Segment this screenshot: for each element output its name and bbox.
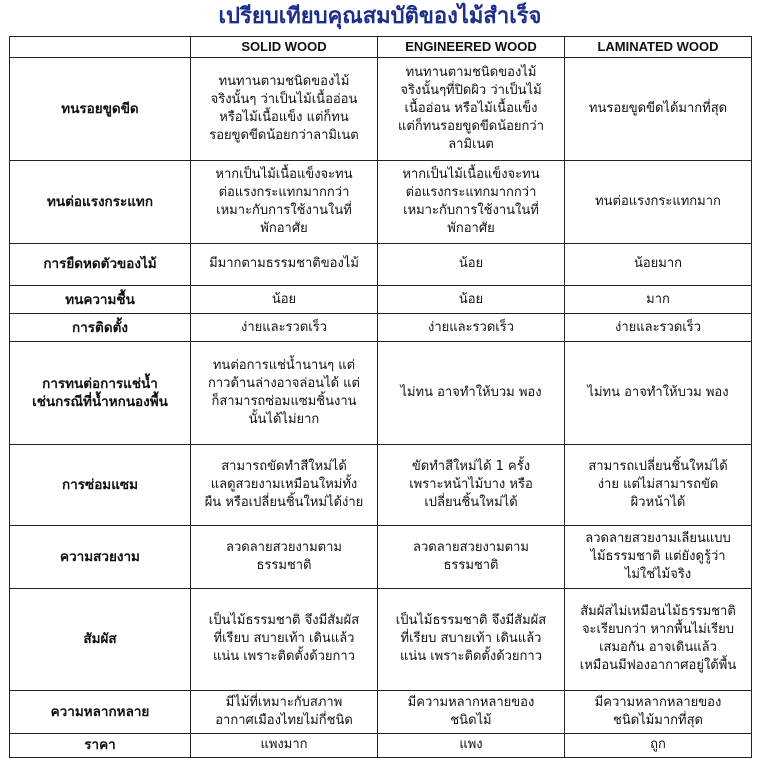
table-row bbox=[10, 342, 752, 445]
table-cell: ทนต่อการแช่น้ำนานๆ แต่ กาวด้านล่างอาจล่อนได้ แต่ ก็สามารถซ่อมแซมชิ้นงาน นั้นได้ไม่ยาก bbox=[191, 342, 378, 445]
comparison-table bbox=[9, 36, 752, 758]
table-cell: เป็นไม้ธรรมชาติ จึงมีสัมผัส ที่เรียบ สบายเท้า เดินแล้ว แน่น เพราะติดตั้งด้วยกาว bbox=[378, 588, 565, 691]
corner-cell bbox=[10, 37, 191, 58]
row-label: ความสวยงาม bbox=[10, 525, 191, 588]
table-cell: หากเป็นไม้เนื้อแข็งจะทน ต่อแรงกระแทกมากกว่า เหมาะกับการใช้งานในที่ พักอาศัย bbox=[378, 160, 565, 243]
table-cell: น้อย bbox=[378, 243, 565, 285]
table-row bbox=[10, 58, 752, 161]
table-cell: หากเป็นไม้เนื้อแข็งจะทน ต่อแรงกระแทกมากกว่า เหมาะกับการใช้งานในที่ พักอาศัย bbox=[191, 160, 378, 243]
table-cell: ถูก bbox=[565, 733, 752, 757]
table-row bbox=[10, 285, 752, 313]
table-row bbox=[10, 314, 752, 342]
table-cell: ไม่ทน อาจทำให้บวม พอง bbox=[378, 342, 565, 445]
table-cell: มีความหลากหลายของ ชนิดไม้มากที่สุด bbox=[565, 691, 752, 733]
table-cell: เป็นไม้ธรรมชาติ จึงมีสัมผัส ที่เรียบ สบายเท้า เดินแล้ว แน่น เพราะติดตั้งด้วยกาว bbox=[191, 588, 378, 691]
row-label: ทนความชื้น bbox=[10, 285, 191, 313]
table-cell: ขัดทำสีใหม่ได้ 1 ครั้ง เพราะหน้าไม้บาง หรือ เปลี่ยนชิ้นใหม่ได้ bbox=[378, 445, 565, 526]
table-row bbox=[10, 691, 752, 733]
table-row bbox=[10, 445, 752, 526]
table-cell: ไม่ทน อาจทำให้บวม พอง bbox=[565, 342, 752, 445]
table-cell: สามารถเปลี่ยนชิ้นใหม่ได้ ง่าย แต่ไม่สามารถขัด ผิวหน้าได้ bbox=[565, 445, 752, 526]
row-label: การทนต่อการแช่น้ำ เช่นกรณีที่น้ำหกนองพื้น bbox=[10, 342, 191, 445]
table-row bbox=[10, 525, 752, 588]
column-header-engineered-wood: ENGINEERED WOOD bbox=[378, 37, 565, 58]
table-cell: ง่ายและรวดเร็ว bbox=[191, 314, 378, 342]
table-cell: ลวดลายสวยงามตาม ธรรมชาติ bbox=[191, 525, 378, 588]
table-cell: ง่ายและรวดเร็ว bbox=[378, 314, 565, 342]
row-label: การซ่อมแซม bbox=[10, 445, 191, 526]
row-label: ทนต่อแรงกระแทก bbox=[10, 160, 191, 243]
table-cell: ลวดลายสวยงามตาม ธรรมชาติ bbox=[378, 525, 565, 588]
row-label: ทนรอยขูดขีด bbox=[10, 58, 191, 161]
row-label: ราคา bbox=[10, 733, 191, 757]
table-cell: ทนรอยขูดขีดได้มากที่สุด bbox=[565, 58, 752, 161]
table-cell: ทนต่อแรงกระแทกมาก bbox=[565, 160, 752, 243]
table-cell: สัมผัสไม่เหมือนไม้ธรรมชาติ จะเรียบกว่า หากพื้นไม่เรียบ เสมอกัน อาจเดินแล้ว เหมือนมีฟองอากาศอยู่ใต้พื้น bbox=[565, 588, 752, 691]
row-label: การติดตั้ง bbox=[10, 314, 191, 342]
table-cell: มีมากตามธรรมชาติของไม้ bbox=[191, 243, 378, 285]
table-cell: ทนทานตามชนิดของไม้ จริงนั้นๆที่ปิดผิว ว่าเป็นไม้ เนื้ออ่อน หรือไม้เนื้อแข็ง แต่ก็ทนรอยขูดขีดน้อยกว่า ลามิเนต bbox=[378, 58, 565, 161]
table-cell: น้อย bbox=[191, 285, 378, 313]
table-row bbox=[10, 588, 752, 691]
table-cell: แพงมาก bbox=[191, 733, 378, 757]
header-row bbox=[10, 37, 752, 58]
table-cell: ง่ายและรวดเร็ว bbox=[565, 314, 752, 342]
column-header-solid-wood: SOLID WOOD bbox=[191, 37, 378, 58]
table-cell: น้อย bbox=[378, 285, 565, 313]
row-label: การยืดหดตัวของไม้ bbox=[10, 243, 191, 285]
row-label: ความหลากหลาย bbox=[10, 691, 191, 733]
table-cell: ลวดลายสวยงามเลียนแบบ ไม้ธรรมชาติ แต่ยังดูรู้ว่า ไม่ใช่ไม้จริง bbox=[565, 525, 752, 588]
table-row bbox=[10, 733, 752, 757]
table-row bbox=[10, 160, 752, 243]
table-cell: น้อยมาก bbox=[565, 243, 752, 285]
page-title: เปรียบเทียบคุณสมบัติของไม้สำเร็จ bbox=[218, 4, 542, 29]
table-cell: มีไม้ที่เหมาะกับสภาพ อากาศเมืองไทยไม่กี่ชนิด bbox=[191, 691, 378, 733]
table-cell: มีความหลากหลายของ ชนิดไม้ bbox=[378, 691, 565, 733]
column-header-laminated-wood: LAMINATED WOOD bbox=[565, 37, 752, 58]
table-cell: ทนทานตามชนิดของไม้ จริงนั้นๆ ว่าเป็นไม้เนื้ออ่อน หรือไม้เนื้อแข็ง แต่ก็ทน รอยขูดขีดน้อยกว่าลามิเนต bbox=[191, 58, 378, 161]
table-row bbox=[10, 243, 752, 285]
table-cell: แพง bbox=[378, 733, 565, 757]
table-cell: สามารถขัดทำสีใหม่ได้ แลดูสวยงามเหมือนใหม่ทั้ง ผืน หรือเปลี่ยนชิ้นใหม่ได้ง่าย bbox=[191, 445, 378, 526]
row-label: สัมผัส bbox=[10, 588, 191, 691]
table-cell: มาก bbox=[565, 285, 752, 313]
